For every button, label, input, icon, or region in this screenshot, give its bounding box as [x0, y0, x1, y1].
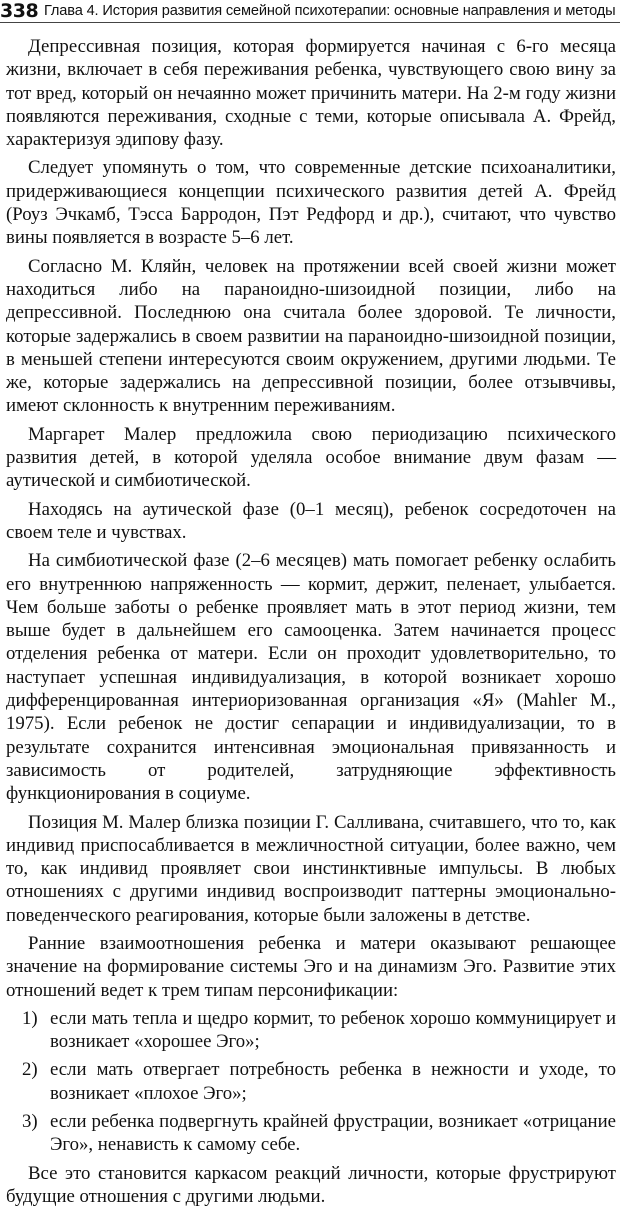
list-item-number: 3): [22, 1111, 38, 1133]
list-item-number: 1): [22, 1007, 38, 1029]
page-number: 338: [0, 0, 39, 22]
paragraph: Депрессивная позиция, которая формируется начиная с 6-го месяца жизни, включает в себя переживания ребенка, чувствующего свою вину за тот вред, который он нечаянно может причинить матери. На 2-м году жизни появляются переживания, сходные с теми, которые описывала А. Фрейд, характеризуя эдипову фазу.: [6, 36, 616, 151]
header-rule: [0, 22, 620, 23]
running-head: Глава 4. История развития семейной психотерапии: основные направления и методы: [44, 3, 616, 19]
numbered-list: [6, 1007, 616, 1157]
paragraph: На симбиотической фазе (2–6 месяцев) мать помогает ребенку ослабить его внутреннюю напряженность — кормит, держит, пеленает, улыбается. Чем больше заботы о ребенке проявляет мать в этот период жизни, тем выше будет в дальнейшем его самооценка. Затем начинается процесс отделения ребенка от матери. Если он проходит удовлетворительно, то наступает успешная индивидуализация, в которой возникает хорошо дифференцированная интериоризованная организация «Я» (Mahler M., 1975). Если ребенок не достиг сепарации и индивидуализации, то в результате сохранится интенсивная эмоциональная привязанность и зависимость от родителей, затрудняющие эффективность функционирования в социуме.: [6, 550, 616, 805]
list-item: [6, 1007, 616, 1054]
paragraph: Ранние взаимоотношения ребенка и матери оказывают решающее значение на формирование системы Эго и на динамизм Эго. Развитие этих отношений ведет к трем типам персонификации:: [6, 932, 616, 1001]
paragraph: Позиция М. Малер близка позиции Г. Салливана, считавшего, что то, как индивид приспосабливается в межличностной ситуации, более важно, чем то, как индивид проявляет свои инстинктивные импульсы. В любых отношениях с другими индивид воспроизводит паттерны эмоционально-поведенческого реагирования, которые были заложены в детстве.: [6, 811, 616, 926]
paragraph: Маргарет Малер предложила свою периодизацию психического развития детей, в которой уделяла особое внимание двум фазам — аутической и симбиотической.: [6, 423, 616, 492]
list-item: [6, 1110, 616, 1157]
paragraph: Все это становится каркасом реакций личности, которые фрустрируют будущие отношения с другими людьми.: [6, 1162, 616, 1207]
list-item-text: если мать тепла и щедро кормит, то ребенок хорошо коммуницирует и возникает «хорошее Эго»;: [50, 1007, 616, 1053]
list-item: [6, 1058, 616, 1105]
paragraph: Согласно М. Кляйн, человек на протяжении всей своей жизни может находиться либо на параноидно-шизоидной позиции, либо на депрессивной. Последнюю она считала более здоровой. Те личности, которые задержались в своем развитии на параноидно-шизоидной позиции, в меньшей степени интересуются своим окружением, другими людьми. Те же, которые задержались на депрессивной позиции, более отзывчивы, имеют склонность к внутренним переживаниям.: [6, 255, 616, 417]
page-header: [0, 0, 620, 22]
paragraph: Находясь на аутической фазе (0–1 месяц), ребенок сосредоточен на своем теле и чувствах.: [6, 498, 616, 543]
list-item-text: если мать отвергает потребность ребенка в нежности и уходе, то возникает «плохое Эго»;: [50, 1059, 616, 1104]
list-item-text: если ребенка подвергнуть крайней фрустрации, возникает «отрицание Эго», ненависть к самому себе.: [50, 1111, 616, 1156]
paragraph: Следует упомянуть о том, что современные детские психоаналитики, придерживающиеся концепции психического развития детей А. Фрейд (Роуз Эчкамб, Тэсса Барродон, Пэт Редфорд и др.), считают, что чувство вины появляется в возрасте 5–6 лет.: [6, 157, 616, 249]
list-item-number: 2): [22, 1059, 38, 1081]
body-text: [6, 35, 616, 1213]
